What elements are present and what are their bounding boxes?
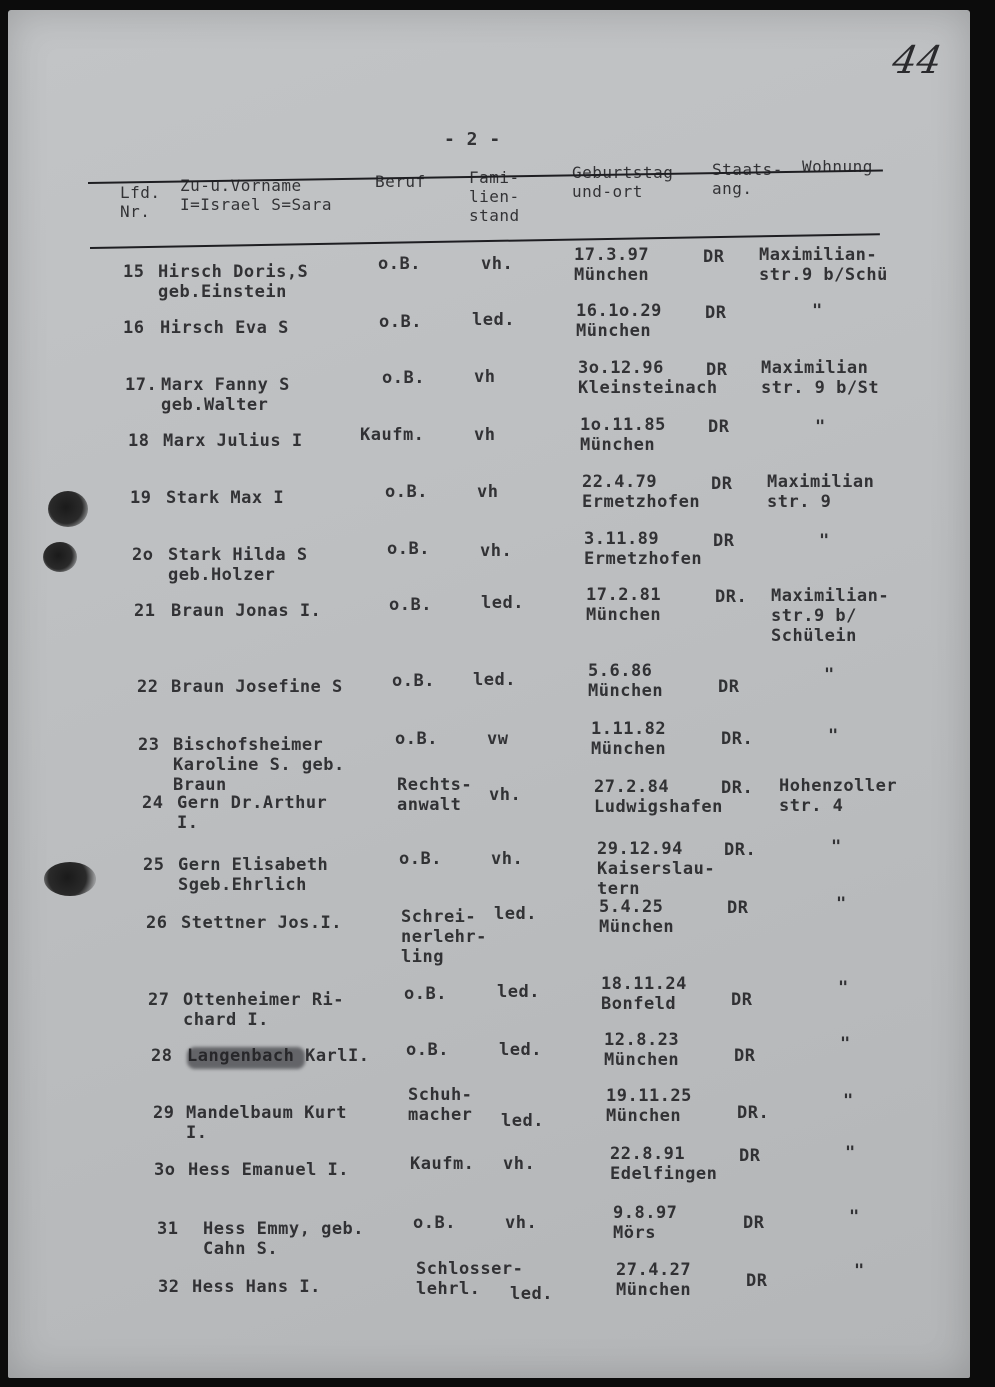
row-number: 15 <box>123 262 145 282</box>
row-number: 29 <box>153 1103 175 1123</box>
header-beruf: Beruf <box>375 172 426 191</box>
occupation: o.B. <box>404 984 447 1004</box>
residence: " <box>838 978 849 998</box>
citizenship: DR <box>713 531 735 551</box>
person-name: Marx Fanny S geb.Walter <box>161 375 290 415</box>
marital-status: led. <box>499 1040 542 1060</box>
marital-status: led. <box>494 904 537 924</box>
birth-date-place: 17.2.81 München <box>586 585 662 625</box>
marital-status: vh <box>474 367 496 387</box>
occupation: o.B. <box>389 595 432 615</box>
citizenship: DR <box>711 474 733 494</box>
row-number: 27 <box>148 990 170 1010</box>
citizenship: DR. <box>721 778 754 798</box>
person-name: Hess Hans I. <box>192 1277 321 1297</box>
citizenship: DR <box>734 1046 756 1066</box>
birth-date-place: 1.11.82 München <box>591 719 667 759</box>
citizenship: DR. <box>737 1103 770 1123</box>
marital-status: vh. <box>489 785 522 805</box>
header-lfd-nr: Lfd. Nr. <box>120 183 161 221</box>
header-familienstand: Fami- lien- stand <box>469 168 520 225</box>
residence: Maximilian str. 9 b/St <box>761 358 880 398</box>
residence: " <box>812 301 823 321</box>
row-number: 19 <box>130 488 152 508</box>
birth-date-place: 29.12.94 Kaiserslau- tern <box>597 839 716 899</box>
person-name: Gern Elisabeth Sgeb.Ehrlich <box>178 855 329 895</box>
residence: " <box>840 1034 851 1054</box>
residence: Maximilian- str.9 b/Schü <box>759 245 888 285</box>
birth-date-place: 18.11.24 Bonfeld <box>601 974 687 1014</box>
occupation: Kaufm. <box>360 425 425 445</box>
marital-status: vh. <box>505 1213 538 1233</box>
citizenship: DR <box>731 990 753 1010</box>
birth-date-place: 9.8.97 Mörs <box>613 1203 678 1243</box>
occupation: o.B. <box>379 312 422 332</box>
birth-date-place: 27.2.84 Ludwigshafen <box>594 777 723 817</box>
birth-date-place: 17.3.97 München <box>574 245 650 285</box>
citizenship: DR <box>703 247 725 267</box>
residence: " <box>824 665 835 685</box>
citizenship: DR. <box>721 729 754 749</box>
marital-status: led. <box>472 310 515 330</box>
citizenship: DR <box>706 360 728 380</box>
person-name: Braun Jonas I. <box>171 601 322 621</box>
occupation: o.B. <box>413 1213 456 1233</box>
handwritten-page-number: 44 <box>889 38 946 82</box>
occupation: Kaufm. <box>410 1154 475 1174</box>
marital-status: led. <box>497 982 540 1002</box>
person-name: Bischofsheimer Karoline S. geb. Braun <box>173 735 345 795</box>
occupation: o.B. <box>387 539 430 559</box>
birth-date-place: 27.4.27 München <box>616 1260 692 1300</box>
person-name: Braun Josefine S <box>171 677 343 697</box>
birth-date-place: 5.6.86 München <box>588 661 664 701</box>
person-name: Stettner Jos.I. <box>181 913 343 933</box>
occupation: o.B. <box>382 368 425 388</box>
row-number: 18 <box>128 431 150 451</box>
row-number: 26 <box>146 913 168 933</box>
marital-status: vh. <box>491 849 524 869</box>
row-number: 21 <box>134 601 156 621</box>
residence: Maximilian- str.9 b/ Schülein <box>771 586 890 646</box>
person-name: Marx Julius I <box>163 431 303 451</box>
occupation: o.B. <box>378 254 421 274</box>
occupation: o.B. <box>392 671 435 691</box>
residence: Maximilian str. 9 <box>767 472 875 512</box>
marital-status: vw <box>487 729 509 749</box>
citizenship: DR <box>705 303 727 323</box>
person-name: Gern Dr.Arthur I. <box>177 793 328 833</box>
residence: " <box>854 1261 865 1281</box>
citizenship: DR <box>718 677 740 697</box>
residence: " <box>815 417 826 437</box>
punch-hole-bottom <box>44 862 96 896</box>
person-name: Ottenheimer Ri- chard I. <box>183 990 345 1030</box>
occupation: Schrei- nerlehr- ling <box>401 907 487 967</box>
birth-date-place: 3.11.89 Ermetzhofen <box>584 529 703 569</box>
punch-hole-middle <box>43 542 77 572</box>
header-staatsangehoerigkeit: Staats- ang. <box>712 160 783 198</box>
marital-status: led. <box>481 593 524 613</box>
header-name: Zu-u.Vorname I=Israel S=Sara <box>180 176 332 214</box>
citizenship: DR <box>746 1271 768 1291</box>
marital-status: led. <box>510 1284 553 1304</box>
residence: " <box>845 1143 856 1163</box>
row-number: 31 <box>157 1219 179 1239</box>
birth-date-place: 16.1o.29 München <box>576 301 662 341</box>
occupation: o.B. <box>385 482 428 502</box>
marital-status: vh <box>477 482 499 502</box>
occupation: o.B. <box>399 849 442 869</box>
punch-hole-top <box>48 491 88 527</box>
birth-date-place: 22.4.79 Ermetzhofen <box>582 472 701 512</box>
occupation: Rechts- anwalt <box>397 775 473 815</box>
header-wohnung: Wohnung <box>802 157 873 176</box>
residence: Hohenzoller str. 4 <box>779 776 898 816</box>
residence: " <box>831 837 842 857</box>
row-number: 16 <box>123 318 145 338</box>
person-name: Stark Max I <box>166 488 285 508</box>
row-number: 32 <box>158 1277 180 1297</box>
occupation: Schuh- macher <box>408 1085 473 1125</box>
person-name: Hirsch Eva S <box>160 318 289 338</box>
row-number: 25 <box>143 855 165 875</box>
birth-date-place: 22.8.91 Edelfingen <box>610 1144 718 1184</box>
birth-date-place: 3o.12.96 Kleinsteinach <box>578 358 718 398</box>
marital-status: vh. <box>480 541 513 561</box>
occupation: o.B. <box>406 1040 449 1060</box>
row-number: 28 <box>151 1046 173 1066</box>
residence: " <box>836 894 847 914</box>
row-number: 2o <box>132 545 154 565</box>
occupation: Schlosser- lehrl. <box>416 1259 524 1299</box>
row-number: 23 <box>138 735 160 755</box>
residence: " <box>849 1207 860 1227</box>
person-name: Hess Emmy, geb. Cahn S. <box>203 1219 365 1259</box>
residence: " <box>828 726 839 746</box>
birth-date-place: 1o.11.85 München <box>580 415 666 455</box>
birth-date-place: 19.11.25 München <box>606 1086 692 1126</box>
header-geburt: Geburtstag und-ort <box>572 163 674 201</box>
row-number: 22 <box>137 677 159 697</box>
marital-status: vh. <box>503 1154 536 1174</box>
birth-date-place: 5.4.25 München <box>599 897 675 937</box>
citizenship: DR <box>739 1146 761 1166</box>
person-name: Stark Hilda S geb.Holzer <box>168 545 308 585</box>
row-number: 24 <box>142 793 164 813</box>
marital-status: led. <box>473 670 516 690</box>
occupation: o.B. <box>395 729 438 749</box>
person-name: Hirsch Doris,S geb.Einstein <box>158 262 309 302</box>
citizenship: DR. <box>715 587 748 607</box>
person-name: Hess Emanuel I. <box>188 1160 350 1180</box>
person-name: Langenbach KarlI. <box>187 1046 370 1066</box>
citizenship: DR <box>743 1213 765 1233</box>
citizenship: DR. <box>724 840 757 860</box>
page-number: - 2 - <box>444 129 501 150</box>
person-name: Mandelbaum Kurt I. <box>186 1103 348 1143</box>
marital-status: vh. <box>481 254 514 274</box>
residence: " <box>843 1091 854 1111</box>
row-number: 3o <box>154 1160 176 1180</box>
citizenship: DR <box>708 417 730 437</box>
marital-status: vh <box>474 425 496 445</box>
birth-date-place: 12.8.23 München <box>604 1030 680 1070</box>
residence: " <box>819 531 830 551</box>
row-number: 17. <box>125 375 158 395</box>
marital-status: led. <box>501 1111 544 1131</box>
citizenship: DR <box>727 898 749 918</box>
